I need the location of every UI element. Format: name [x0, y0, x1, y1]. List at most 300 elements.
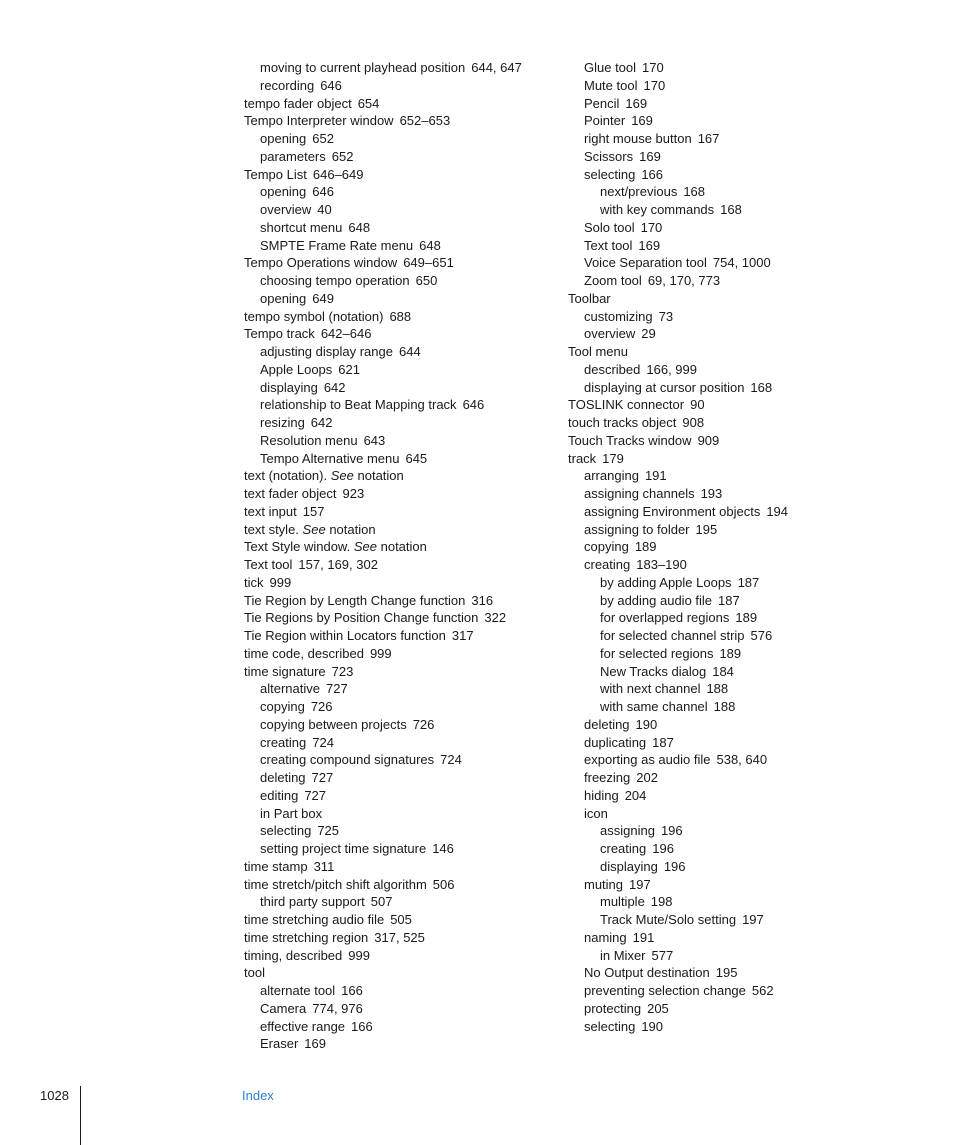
index-entry — [244, 929, 564, 947]
index-term: touch tracks object — [568, 415, 677, 430]
index-term: assigning — [600, 823, 655, 839]
index-term: opening — [260, 131, 307, 146]
index-entry — [568, 751, 898, 769]
index-entry — [244, 680, 564, 698]
index-pages: 999 — [269, 574, 292, 590]
index-entry — [568, 112, 898, 130]
index-term: exporting as audio file — [584, 752, 711, 768]
index-pages: 202 — [636, 770, 658, 785]
index-entry — [244, 77, 564, 95]
index-term: Pencil — [584, 95, 620, 111]
index-term: setting project time signature — [260, 841, 427, 856]
index-term: described — [584, 361, 641, 377]
index-entry — [568, 876, 898, 894]
index-pages: 723 — [331, 663, 354, 679]
index-pages: 157 — [302, 503, 325, 519]
index-pages: 169 — [639, 148, 661, 164]
index-pages: 505 — [390, 912, 412, 927]
index-term: copying — [584, 539, 629, 555]
index-entry — [244, 964, 564, 982]
index-term: Scissors — [584, 148, 634, 164]
index-pages: 179 — [602, 450, 624, 466]
index-term: tempo symbol (notation) — [244, 308, 384, 324]
index-term: recording — [260, 77, 315, 93]
index-entry — [568, 574, 898, 592]
index-term: preventing selection change — [584, 983, 746, 998]
index-term: tool — [244, 965, 265, 981]
index-pages: 146 — [432, 841, 454, 856]
index-pages: 644 — [398, 344, 421, 359]
index-pages: 999 — [369, 645, 392, 661]
footer-section-label: Index — [242, 1088, 274, 1103]
index-pages: 538, 640 — [716, 752, 768, 768]
index-entry — [244, 734, 564, 752]
see-target: notation — [357, 468, 404, 484]
index-term: freezing — [584, 770, 631, 785]
page-number: 1028 — [40, 1088, 69, 1103]
index-pages: 727 — [325, 681, 348, 697]
index-pages: 69, 170, 773 — [647, 273, 721, 288]
index-term: next/previous — [600, 184, 678, 200]
index-pages: 754, 1000 — [712, 255, 771, 271]
footer-divider — [80, 1086, 81, 1145]
index-entry — [568, 538, 898, 556]
index-term: selecting — [260, 823, 312, 839]
index-entry — [244, 467, 564, 485]
index-pages: 169 — [304, 1036, 326, 1052]
index-entry — [568, 822, 898, 840]
index-pages: 923 — [342, 486, 365, 501]
index-entry — [568, 556, 898, 574]
index-pages: 688 — [389, 308, 412, 324]
index-pages: 170 — [643, 77, 666, 93]
index-entry — [244, 308, 564, 326]
index-pages: 168 — [683, 184, 706, 200]
index-term: text fader object — [244, 486, 337, 501]
index-pages: 166 — [641, 166, 664, 182]
index-entry — [568, 645, 898, 663]
index-entry — [244, 521, 564, 539]
index-term: tick — [244, 574, 264, 590]
index-term: Tempo Operations window — [244, 255, 398, 271]
index-term: adjusting display range — [260, 344, 393, 359]
index-term: overview — [584, 326, 636, 342]
index-entry — [244, 237, 564, 255]
index-entry — [244, 485, 564, 503]
index-pages: 169 — [638, 237, 661, 253]
index-term: displaying — [260, 379, 318, 395]
index-entry — [568, 769, 898, 787]
index-pages: 187 — [652, 734, 674, 750]
index-pages: 169 — [631, 113, 653, 129]
index-term: Tie Region within Locators function — [244, 628, 446, 643]
index-pages: 316 — [471, 592, 494, 608]
index-term: duplicating — [584, 734, 647, 750]
index-pages: 190 — [641, 1018, 664, 1034]
index-entry — [568, 521, 898, 539]
index-term: alternate tool — [260, 983, 336, 998]
index-entry — [244, 947, 564, 965]
index-pages: 166 — [341, 983, 363, 998]
index-term: Tempo track — [244, 326, 315, 342]
index-entry — [568, 237, 898, 255]
index-term: creating — [584, 557, 631, 572]
index-pages: 191 — [644, 468, 667, 484]
index-entry — [568, 609, 898, 627]
index-pages: 650 — [415, 273, 438, 288]
index-term: displaying at cursor position — [584, 379, 745, 395]
index-entry — [244, 609, 564, 627]
index-pages: 652 — [331, 148, 354, 164]
index-entry — [568, 166, 898, 184]
index-entry — [568, 467, 898, 485]
index-term: right mouse button — [584, 131, 692, 146]
index-term: Tempo Alternative menu — [260, 450, 400, 466]
index-term: relationship to Beat Mapping track — [260, 397, 457, 413]
index-pages: 727 — [304, 787, 327, 803]
index-entry — [568, 947, 898, 965]
index-pages: 642–646 — [320, 326, 372, 342]
index-term: Touch Tracks window — [568, 432, 692, 448]
index-term: Text tool — [244, 557, 293, 572]
index-term: overview — [260, 202, 312, 217]
index-term: with next channel — [600, 681, 701, 697]
index-entry — [244, 840, 564, 858]
index-entry — [568, 964, 898, 982]
index-entry — [568, 396, 898, 414]
index-entry — [568, 290, 898, 308]
index-entry — [244, 290, 564, 308]
index-term: timing, described — [244, 947, 343, 963]
index-entry — [244, 805, 564, 823]
index-term: text style. — [244, 521, 299, 537]
index-pages: 621 — [338, 361, 360, 377]
index-term: SMPTE Frame Rate menu — [260, 237, 414, 253]
index-entry — [244, 769, 564, 787]
index-pages: 646 — [312, 184, 334, 200]
index-entry — [568, 130, 898, 148]
index-entry — [244, 59, 564, 77]
index-term: TOSLINK connector — [568, 397, 685, 413]
index-term: multiple — [600, 894, 645, 910]
index-pages: 198 — [650, 894, 673, 910]
index-term: Tempo Interpreter window — [244, 113, 394, 129]
index-term: Apple Loops — [260, 361, 333, 377]
index-entry — [244, 343, 564, 361]
index-pages: 645 — [405, 450, 428, 466]
index-pages: 168 — [750, 379, 773, 395]
index-pages: 643 — [363, 432, 386, 448]
index-pages: 644, 647 — [471, 60, 522, 75]
index-pages: 652 — [312, 131, 334, 146]
index-term: resizing — [260, 415, 305, 430]
index-pages: 193 — [700, 486, 723, 501]
index-pages: 725 — [317, 823, 340, 839]
index-term: Tool menu — [568, 344, 628, 359]
index-entry — [244, 751, 564, 769]
index-term: creating — [600, 841, 647, 856]
index-entry — [568, 893, 898, 911]
index-entry — [568, 272, 898, 290]
index-entry — [244, 166, 564, 184]
index-pages: 774, 976 — [312, 1000, 363, 1016]
index-entry — [244, 1035, 564, 1053]
index-pages: 196 — [652, 841, 674, 856]
index-term: protecting — [584, 1000, 642, 1016]
index-entry — [568, 1018, 898, 1036]
index-term: creating compound signatures — [260, 752, 435, 768]
index-pages: 189 — [634, 539, 657, 555]
index-term: time stretching audio file — [244, 912, 385, 927]
index-pages: 191 — [632, 929, 655, 945]
index-term: in Mixer — [600, 947, 646, 963]
index-term: track — [568, 450, 597, 466]
index-pages: 187 — [737, 574, 760, 590]
index-term: Tie Region by Length Change function — [244, 592, 466, 608]
index-entry — [244, 432, 564, 450]
index-term: hiding — [584, 787, 619, 803]
index-pages: 190 — [635, 716, 658, 732]
index-entry — [244, 787, 564, 805]
index-pages: 646 — [320, 77, 342, 93]
index-pages: 197 — [742, 912, 764, 927]
index-entry — [244, 876, 564, 894]
index-term: alternative — [260, 681, 320, 697]
index-entry — [568, 201, 898, 219]
index-pages: 170 — [642, 60, 664, 75]
index-pages: 724 — [312, 734, 334, 750]
index-pages: 642 — [310, 415, 333, 430]
index-term: naming — [584, 929, 627, 945]
index-entry — [244, 379, 564, 397]
index-entry — [244, 822, 564, 840]
index-term: for selected channel strip — [600, 628, 745, 643]
index-pages: 562 — [751, 983, 774, 998]
index-term: time stretch/pitch shift algorithm — [244, 876, 427, 892]
index-term: selecting — [584, 166, 636, 182]
index-pages: 29 — [641, 326, 656, 342]
index-term: assigning Environment objects — [584, 503, 761, 519]
index-term: Eraser — [260, 1036, 299, 1052]
index-term: customizing — [584, 308, 653, 324]
index-entry — [244, 858, 564, 876]
index-pages: 999 — [348, 947, 370, 963]
index-entry — [244, 219, 564, 237]
index-entry — [244, 95, 564, 113]
index-term: time signature — [244, 663, 326, 679]
index-pages: 188 — [706, 681, 729, 697]
index-term: Glue tool — [584, 60, 637, 75]
index-pages: 506 — [432, 876, 455, 892]
index-entry — [244, 574, 564, 592]
index-entry — [244, 183, 564, 201]
index-entry — [244, 272, 564, 290]
index-pages: 168 — [720, 202, 742, 217]
index-pages: 90 — [690, 397, 705, 413]
index-entry — [244, 112, 564, 130]
index-term: Solo tool — [584, 219, 635, 235]
index-entry — [568, 485, 898, 503]
index-entry — [568, 183, 898, 201]
index-entry — [244, 396, 564, 414]
index-pages: 183–190 — [636, 557, 687, 572]
index-term: Toolbar — [568, 290, 611, 306]
index-pages: 577 — [651, 947, 674, 963]
index-pages: 166, 999 — [646, 361, 697, 377]
index-term: Text tool — [584, 237, 633, 253]
index-pages: 195 — [715, 965, 738, 981]
index-entry — [568, 592, 898, 610]
index-term: choosing tempo operation — [260, 273, 410, 288]
index-entry — [244, 663, 564, 681]
index-entry — [568, 450, 898, 468]
index-term: in Part box — [260, 805, 323, 821]
index-term: opening — [260, 290, 307, 306]
index-pages: 169 — [625, 95, 648, 111]
index-term: opening — [260, 184, 307, 200]
see-reference: See — [302, 521, 326, 537]
see-reference: See — [353, 539, 377, 555]
index-pages: 724 — [440, 752, 462, 768]
index-term: text (notation). — [244, 468, 328, 484]
index-pages: 317, 525 — [374, 929, 425, 945]
index-term: time stretching region — [244, 929, 369, 945]
index-entry — [568, 219, 898, 237]
index-entry — [244, 130, 564, 148]
index-column-left — [244, 59, 564, 1053]
index-pages: 170 — [640, 219, 663, 235]
index-term: effective range — [260, 1018, 346, 1034]
index-term: New Tracks dialog — [600, 663, 707, 679]
index-pages: 726 — [412, 716, 435, 732]
index-term: displaying — [600, 858, 658, 874]
index-entry — [244, 1018, 564, 1036]
see-target: notation — [329, 521, 376, 537]
index-term: icon — [584, 805, 608, 821]
index-term: for selected regions — [600, 645, 714, 661]
index-term: deleting — [584, 716, 630, 732]
index-pages: 652–653 — [399, 113, 451, 129]
index-pages: 189 — [735, 610, 758, 626]
index-entry — [244, 254, 564, 272]
index-term: Tempo List — [244, 166, 307, 182]
index-pages: 726 — [310, 699, 333, 714]
index-entry — [244, 1000, 564, 1018]
index-term: with same channel — [600, 699, 708, 714]
index-entry — [568, 343, 898, 361]
see-reference: See — [330, 468, 354, 484]
index-entry — [244, 201, 564, 219]
index-term: copying — [260, 699, 305, 714]
index-entry — [568, 698, 898, 716]
index-term: arranging — [584, 468, 639, 484]
index-term: muting — [584, 876, 624, 892]
index-entry — [568, 858, 898, 876]
index-pages: 40 — [317, 202, 332, 217]
index-entry — [568, 663, 898, 681]
index-pages: 649–651 — [403, 255, 454, 271]
index-term: Camera — [260, 1000, 307, 1016]
index-pages: 205 — [647, 1000, 669, 1016]
index-pages: 646–649 — [312, 166, 364, 182]
index-term: by adding Apple Loops — [600, 574, 732, 590]
index-term: Track Mute/Solo setting — [600, 912, 737, 927]
index-entry — [568, 716, 898, 734]
index-entry — [568, 929, 898, 947]
index-entry — [244, 503, 564, 521]
index-term: shortcut menu — [260, 219, 343, 235]
index-entry — [568, 805, 898, 823]
index-entry — [568, 361, 898, 379]
index-entry — [568, 840, 898, 858]
index-entry — [244, 450, 564, 468]
index-entry — [568, 414, 898, 432]
index-term: Tie Regions by Position Change function — [244, 610, 479, 626]
index-term: Resolution menu — [260, 432, 358, 448]
index-term: parameters — [260, 148, 326, 164]
index-pages: 311 — [313, 858, 335, 874]
index-entry — [244, 414, 564, 432]
index-pages: 204 — [624, 787, 647, 803]
index-entry — [568, 95, 898, 113]
index-pages: 73 — [658, 308, 674, 324]
see-target: notation — [380, 539, 427, 555]
index-pages: 197 — [629, 876, 651, 892]
index-term: assigning channels — [584, 486, 695, 501]
index-term: assigning to folder — [584, 521, 690, 537]
index-pages: 167 — [697, 131, 720, 146]
index-term: Mute tool — [584, 77, 638, 93]
index-entry — [568, 59, 898, 77]
index-entry — [568, 734, 898, 752]
index-term: third party support — [260, 894, 365, 910]
index-entry — [568, 911, 898, 929]
index-pages: 507 — [370, 894, 393, 910]
index-entry — [568, 503, 898, 521]
index-entry — [244, 556, 564, 574]
index-entry — [244, 716, 564, 734]
index-entry — [568, 379, 898, 397]
index-pages: 649 — [312, 290, 334, 306]
index-term: for overlapped regions — [600, 610, 730, 626]
index-entry — [568, 432, 898, 450]
index-entry — [244, 538, 564, 556]
index-entry — [244, 325, 564, 343]
index-pages: 196 — [660, 823, 683, 839]
index-entry — [568, 1000, 898, 1018]
index-entry — [568, 325, 898, 343]
index-column-right — [568, 59, 898, 1035]
index-pages: 157, 169, 302 — [298, 557, 378, 572]
index-term: text input — [244, 503, 297, 519]
index-pages: 648 — [419, 237, 441, 253]
index-entry — [568, 148, 898, 166]
index-entry — [568, 680, 898, 698]
index-pages: 187 — [718, 592, 740, 608]
index-pages: 195 — [695, 521, 718, 537]
index-entry — [568, 787, 898, 805]
index-entry — [568, 627, 898, 645]
index-pages: 909 — [697, 432, 720, 448]
index-entry — [244, 361, 564, 379]
index-entry — [244, 645, 564, 663]
index-term: moving to current playhead position — [260, 60, 466, 75]
index-pages: 188 — [713, 699, 736, 714]
index-pages: 322 — [484, 610, 507, 626]
index-pages: 166 — [351, 1018, 373, 1034]
index-pages: 194 — [766, 503, 789, 519]
index-term: time code, described — [244, 645, 364, 661]
